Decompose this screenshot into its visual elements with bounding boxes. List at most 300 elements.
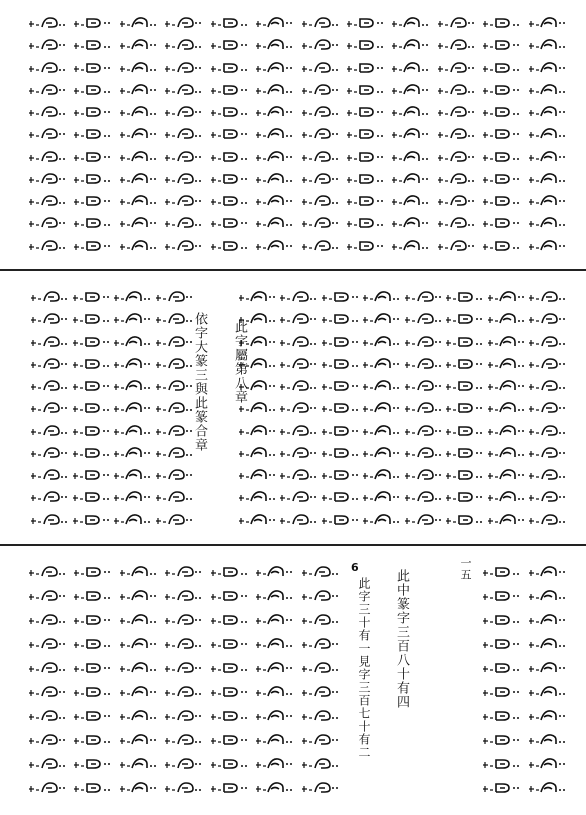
glyph-mark: [528, 468, 570, 481]
glyph-mark: [210, 685, 252, 698]
glyph-cell: [28, 661, 72, 675]
glyph-cell: [487, 312, 531, 326]
glyph-mark: [255, 565, 297, 578]
glyph-mark: [238, 424, 280, 437]
glyph-mark: [73, 637, 115, 650]
glyph-cell: [279, 468, 323, 482]
glyph-mark: [301, 589, 343, 602]
glyph-mark: [279, 490, 321, 503]
glyph-cell: [28, 637, 72, 651]
glyph-mark: [255, 16, 297, 29]
glyph-cell: [238, 424, 282, 438]
glyph-cell: [279, 513, 323, 527]
glyph-cell: [321, 490, 365, 504]
glyph-cell: [28, 150, 72, 164]
glyph-mark: [279, 513, 321, 526]
glyph-cell: [445, 468, 489, 482]
glyph-cell: [210, 38, 254, 52]
glyph-mark: [73, 83, 115, 96]
glyph-mark: [72, 357, 114, 370]
glyph-mark: [301, 194, 343, 207]
glyph-cell: [30, 379, 74, 393]
glyph-cell: [404, 513, 448, 527]
glyph-cell: [346, 194, 390, 208]
glyph-mark: [210, 172, 252, 185]
glyph-mark: [404, 401, 446, 414]
glyph-cell: [28, 61, 72, 75]
glyph-mark: [321, 446, 363, 459]
glyph-cell: [482, 61, 526, 75]
glyph-cell: [238, 513, 282, 527]
glyph-cell: [528, 424, 572, 438]
glyph-cell: [73, 781, 117, 795]
glyph-cell: [482, 239, 526, 253]
glyph-mark: [28, 589, 70, 602]
glyph-mark: [528, 290, 570, 303]
glyph-mark: [445, 513, 487, 526]
glyph-mark: [437, 172, 479, 185]
glyph-mark: [437, 38, 479, 51]
glyph-cell: [119, 38, 163, 52]
glyph-mark: [210, 613, 252, 626]
glyph-mark: [255, 127, 297, 140]
glyph-mark: [255, 61, 297, 74]
glyph-cell: [164, 61, 208, 75]
glyph-mark: [391, 194, 433, 207]
glyph-mark: [528, 757, 570, 770]
glyph-cell: [30, 513, 74, 527]
glyph-mark: [119, 637, 161, 650]
glyph-cell: [255, 239, 299, 253]
glyph-cell: [279, 490, 323, 504]
glyph-mark: [445, 468, 487, 481]
glyph-mark: [528, 513, 570, 526]
glyph-cell: [321, 379, 365, 393]
glyph-mark: [164, 194, 206, 207]
glyph-cell: [346, 127, 390, 141]
glyph-mark: [30, 312, 72, 325]
glyph-mark: [28, 105, 70, 118]
glyph-mark: [528, 105, 570, 118]
glyph-cell: [119, 565, 163, 579]
glyph-mark: [482, 565, 524, 578]
glyph-cell: [279, 401, 323, 415]
glyph-mark: [482, 239, 524, 252]
glyph-mark: [210, 757, 252, 770]
glyph-mark: [391, 127, 433, 140]
glyph-cell: [164, 613, 208, 627]
glyph-cell: [255, 150, 299, 164]
glyph-mark: [164, 239, 206, 252]
glyph-mark: [301, 781, 343, 794]
glyph-cell: [404, 335, 448, 349]
glyph-cell: [210, 685, 254, 699]
glyph-cell: [73, 709, 117, 723]
glyph-mark: [437, 16, 479, 29]
glyph-cell: [73, 757, 117, 771]
glyph-cell: [164, 589, 208, 603]
glyph-mark: [362, 312, 404, 325]
glyph-mark: [73, 150, 115, 163]
glyph-cell: [528, 216, 572, 230]
glyph-mark: [164, 172, 206, 185]
glyph-mark: [487, 401, 529, 414]
glyph-cell: [321, 468, 365, 482]
glyph-mark: [73, 565, 115, 578]
glyph-mark: [321, 468, 363, 481]
glyph-mark: [482, 127, 524, 140]
glyph-cell: [164, 733, 208, 747]
glyph-cell: [119, 61, 163, 75]
glyph-cell: [164, 709, 208, 723]
glyph-cell: [164, 239, 208, 253]
glyph-mark: [164, 637, 206, 650]
glyph-mark: [482, 781, 524, 794]
glyph-cell: [528, 172, 572, 186]
glyph-mark: [155, 357, 197, 370]
glyph-cell: [119, 613, 163, 627]
glyph-cell: [346, 216, 390, 230]
glyph-mark: [528, 127, 570, 140]
glyph-cell: [391, 150, 435, 164]
glyph-cell: [210, 150, 254, 164]
glyph-mark: [346, 127, 388, 140]
glyph-cell: [113, 446, 157, 460]
glyph-mark: [404, 424, 446, 437]
glyph-cell: [164, 781, 208, 795]
glyph-cell: [528, 637, 572, 651]
glyph-cell: [255, 105, 299, 119]
glyph-cell: [362, 379, 406, 393]
glyph-cell: [255, 16, 299, 30]
glyph-cell: [487, 401, 531, 415]
glyph-cell: [528, 661, 572, 675]
glyph-mark: [72, 401, 114, 414]
glyph-cell: [164, 661, 208, 675]
glyph-cell: [28, 613, 72, 627]
glyph-mark: [391, 105, 433, 118]
page-number: 6: [351, 561, 359, 574]
glyph-mark: [113, 379, 155, 392]
glyph-grid-bottom: [28, 565, 573, 805]
glyph-cell: [482, 613, 526, 627]
glyph-cell: [482, 194, 526, 208]
glyph-cell: [73, 661, 117, 675]
glyph-mark: [437, 216, 479, 229]
glyph-mark: [482, 83, 524, 96]
glyph-cell: [72, 312, 116, 326]
glyph-mark: [164, 613, 206, 626]
glyph-mark: [321, 424, 363, 437]
glyph-cell: [28, 216, 72, 230]
glyph-mark: [119, 83, 161, 96]
glyph-cell: [487, 513, 531, 527]
glyph-mark: [528, 38, 570, 51]
glyph-cell: [255, 194, 299, 208]
glyph-mark: [210, 61, 252, 74]
glyph-mark: [119, 733, 161, 746]
glyph-cell: [113, 424, 157, 438]
glyph-cell: [321, 513, 365, 527]
glyph-cell: [482, 733, 526, 747]
glyph-mark: [528, 401, 570, 414]
glyph-mark: [482, 709, 524, 722]
glyph-cell: [487, 379, 531, 393]
glyph-mark: [528, 424, 570, 437]
glyph-mark: [28, 709, 70, 722]
glyph-mark: [301, 105, 343, 118]
glyph-mark: [321, 401, 363, 414]
glyph-mark: [362, 335, 404, 348]
glyph-cell: [482, 709, 526, 723]
glyph-mark: [119, 105, 161, 118]
glyph-mark: [255, 709, 297, 722]
glyph-cell: [72, 401, 116, 415]
glyph-cell: [528, 490, 572, 504]
glyph-mark: [482, 757, 524, 770]
glyph-mark: [30, 446, 72, 459]
glyph-cell: [391, 61, 435, 75]
glyph-cell: [210, 194, 254, 208]
glyph-cell: [445, 490, 489, 504]
glyph-cell: [482, 565, 526, 579]
glyph-cell: [210, 613, 254, 627]
glyph-mark: [73, 16, 115, 29]
glyph-cell: [301, 613, 345, 627]
glyph-cell: [482, 127, 526, 141]
glyph-mark: [346, 216, 388, 229]
glyph-cell: [445, 513, 489, 527]
glyph-mark: [30, 335, 72, 348]
glyph-cell: [301, 150, 345, 164]
glyph-mark: [119, 150, 161, 163]
glyph-mark: [119, 709, 161, 722]
glyph-cell: [210, 16, 254, 30]
glyph-mark: [73, 757, 115, 770]
glyph-cell: [437, 216, 481, 230]
glyph-cell: [301, 61, 345, 75]
glyph-mark: [301, 172, 343, 185]
glyph-cell: [391, 172, 435, 186]
glyph-mark: [482, 194, 524, 207]
glyph-mark: [28, 757, 70, 770]
glyph-mark: [346, 105, 388, 118]
glyph-mark: [279, 401, 321, 414]
glyph-cell: [255, 216, 299, 230]
glyph-mark: [164, 150, 206, 163]
glyph-mark: [238, 290, 280, 303]
glyph-mark: [28, 38, 70, 51]
glyph-mark: [113, 468, 155, 481]
glyph-cell: [210, 127, 254, 141]
glyph-cell: [437, 239, 481, 253]
glyph-cell: [346, 61, 390, 75]
glyph-mark: [301, 757, 343, 770]
sheet-bottom: [0, 547, 586, 815]
glyph-mark: [487, 379, 529, 392]
glyph-mark: [391, 172, 433, 185]
glyph-cell: [255, 172, 299, 186]
glyph-cell: [346, 172, 390, 186]
glyph-mark: [28, 613, 70, 626]
glyph-mark: [155, 335, 197, 348]
glyph-cell: [164, 757, 208, 771]
glyph-mark: [346, 150, 388, 163]
glyph-cell: [28, 38, 72, 52]
glyph-cell: [528, 468, 572, 482]
glyph-cell: [321, 335, 365, 349]
glyph-cell: [437, 105, 481, 119]
glyph-grid-middle: [30, 290, 570, 535]
glyph-mark: [164, 127, 206, 140]
glyph-mark: [528, 709, 570, 722]
glyph-cell: [164, 216, 208, 230]
glyph-cell: [255, 733, 299, 747]
glyph-cell: [391, 16, 435, 30]
glyph-mark: [437, 194, 479, 207]
glyph-cell: [487, 290, 531, 304]
glyph-mark: [391, 239, 433, 252]
glyph-mark: [437, 61, 479, 74]
glyph-mark: [164, 781, 206, 794]
glyph-mark: [28, 637, 70, 650]
glyph-mark: [73, 172, 115, 185]
glyph-cell: [164, 105, 208, 119]
glyph-cell: [528, 733, 572, 747]
glyph-cell: [73, 239, 117, 253]
glyph-mark: [155, 424, 197, 437]
glyph-cell: [238, 468, 282, 482]
glyph-mark: [255, 194, 297, 207]
glyph-mark: [391, 150, 433, 163]
glyph-mark: [72, 490, 114, 503]
glyph-cell: [73, 589, 117, 603]
glyph-cell: [28, 781, 72, 795]
glyph-cell: [119, 172, 163, 186]
glyph-mark: [487, 513, 529, 526]
glyph-mark: [404, 468, 446, 481]
glyph-mark: [404, 312, 446, 325]
glyph-cell: [445, 357, 489, 371]
glyph-cell: [238, 490, 282, 504]
glyph-mark: [321, 290, 363, 303]
glyph-cell: [210, 733, 254, 747]
glyph-mark: [445, 424, 487, 437]
glyph-mark: [30, 513, 72, 526]
glyph-cell: [301, 127, 345, 141]
glyph-cell: [528, 685, 572, 699]
glyph-mark: [210, 216, 252, 229]
glyph-cell: [30, 312, 74, 326]
glyph-cell: [404, 401, 448, 415]
glyph-cell: [528, 513, 572, 527]
glyph-cell: [28, 83, 72, 97]
glyph-mark: [28, 150, 70, 163]
glyph-mark: [164, 685, 206, 698]
glyph-cell: [255, 781, 299, 795]
glyph-mark: [255, 733, 297, 746]
glyph-cell: [445, 290, 489, 304]
glyph-mark: [279, 379, 321, 392]
glyph-cell: [72, 490, 116, 504]
glyph-cell: [73, 216, 117, 230]
glyph-mark: [73, 709, 115, 722]
glyph-cell: [528, 781, 572, 795]
glyph-cell: [119, 127, 163, 141]
annotation-note-b: 此字屬第八章: [232, 320, 247, 404]
glyph-mark: [155, 312, 197, 325]
glyph-cell: [164, 38, 208, 52]
glyph-mark: [362, 357, 404, 370]
glyph-cell: [528, 38, 572, 52]
glyph-mark: [238, 513, 280, 526]
glyph-cell: [119, 194, 163, 208]
glyph-cell: [482, 685, 526, 699]
glyph-mark: [164, 757, 206, 770]
glyph-mark: [301, 637, 343, 650]
glyph-cell: [164, 127, 208, 141]
glyph-cell: [346, 150, 390, 164]
glyph-cell: [28, 16, 72, 30]
glyph-mark: [301, 685, 343, 698]
glyph-cell: [255, 83, 299, 97]
sheet-divider: [0, 544, 586, 546]
sheet-middle: [0, 272, 586, 542]
glyph-mark: [482, 216, 524, 229]
glyph-mark: [255, 685, 297, 698]
glyph-cell: [73, 733, 117, 747]
glyph-cell: [255, 613, 299, 627]
glyph-cell: [487, 424, 531, 438]
glyph-mark: [301, 239, 343, 252]
glyph-cell: [528, 565, 572, 579]
glyph-cell: [362, 335, 406, 349]
glyph-cell: [73, 38, 117, 52]
glyph-mark: [164, 216, 206, 229]
glyph-mark: [301, 61, 343, 74]
glyph-cell: [155, 513, 199, 527]
glyph-cell: [528, 335, 572, 349]
glyph-cell: [72, 468, 116, 482]
glyph-cell: [30, 446, 74, 460]
glyph-mark: [73, 733, 115, 746]
glyph-mark: [164, 733, 206, 746]
glyph-mark: [362, 401, 404, 414]
glyph-mark: [72, 513, 114, 526]
glyph-mark: [391, 216, 433, 229]
glyph-mark: [404, 379, 446, 392]
glyph-cell: [238, 290, 282, 304]
glyph-cell: [301, 105, 345, 119]
glyph-cell: [528, 312, 572, 326]
glyph-mark: [119, 757, 161, 770]
glyph-cell: [482, 83, 526, 97]
glyph-cell: [301, 685, 345, 699]
glyph-cell: [279, 379, 323, 393]
glyph-cell: [73, 172, 117, 186]
glyph-mark: [437, 127, 479, 140]
glyph-mark: [28, 239, 70, 252]
glyph-cell: [28, 172, 72, 186]
glyph-mark: [73, 61, 115, 74]
glyph-cell: [28, 565, 72, 579]
glyph-mark: [28, 216, 70, 229]
glyph-cell: [73, 105, 117, 119]
glyph-cell: [113, 290, 157, 304]
glyph-mark: [164, 589, 206, 602]
glyph-cell: [301, 661, 345, 675]
glyph-cell: [164, 194, 208, 208]
